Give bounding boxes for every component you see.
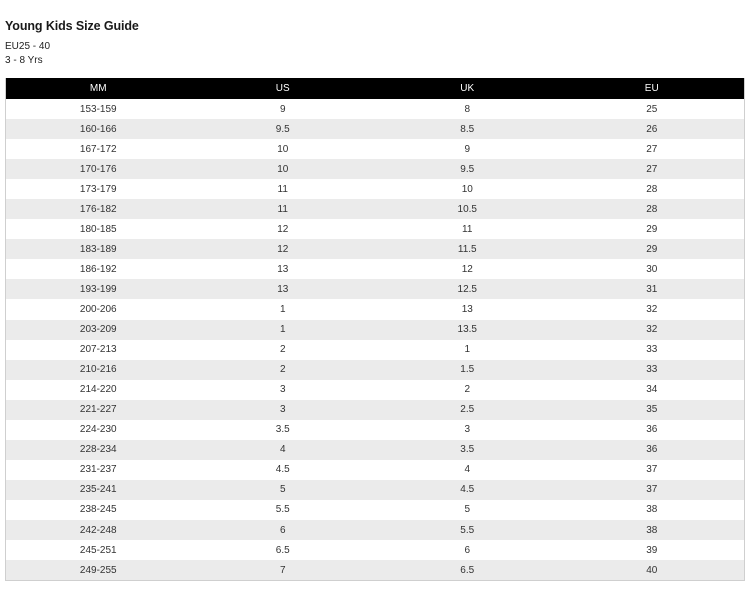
cell-us: 4 (279, 444, 286, 456)
cell-mm: 200-206 (79, 303, 117, 315)
cell-us: 12 (277, 223, 289, 235)
cell-mm: 160-166 (79, 123, 117, 135)
table-row (6, 340, 744, 360)
table-row (6, 380, 744, 400)
cell-uk: 5 (464, 504, 471, 516)
size-range-label: EU25 - 40 (5, 41, 51, 52)
cell-mm: 207-213 (79, 344, 117, 356)
cell-mm: 221-227 (79, 404, 117, 416)
cell-mm: 183-189 (79, 243, 117, 255)
cell-eu: 26 (646, 123, 658, 135)
header-mm: MM (89, 83, 107, 94)
cell-us: 11 (277, 183, 288, 195)
cell-us: 11 (277, 203, 288, 215)
table-row (6, 219, 744, 239)
cell-uk: 8 (464, 103, 471, 115)
cell-uk: 3.5 (460, 444, 475, 456)
cell-mm: 186-192 (79, 263, 117, 275)
cell-uk: 11.5 (457, 243, 477, 255)
table-row (6, 239, 744, 259)
cell-eu: 36 (646, 444, 658, 456)
cell-eu: 35 (646, 404, 658, 416)
cell-eu: 39 (646, 544, 658, 556)
cell-uk: 9.5 (460, 163, 475, 175)
header-us: US (275, 83, 290, 94)
cell-eu: 29 (646, 223, 658, 235)
cell-mm: 238-245 (79, 504, 117, 516)
table-row (6, 259, 744, 279)
table-row (6, 520, 744, 540)
table-row (6, 460, 744, 480)
cell-uk: 4.5 (460, 484, 475, 496)
cell-uk: 10 (461, 183, 473, 195)
cell-us: 9 (279, 103, 286, 115)
cell-eu: 32 (646, 324, 658, 336)
cell-eu: 40 (646, 564, 658, 576)
cell-us: 1 (279, 303, 286, 315)
cell-uk: 3 (464, 424, 471, 436)
cell-uk: 9 (464, 143, 471, 155)
cell-eu: 27 (646, 143, 658, 155)
cell-us: 10 (277, 143, 289, 155)
cell-uk: 5.5 (460, 524, 475, 536)
cell-mm: 228-234 (79, 444, 117, 456)
table-row (6, 119, 744, 139)
table-row (6, 360, 744, 380)
cell-uk: 12 (461, 263, 473, 275)
cell-us: 4.5 (275, 464, 290, 476)
cell-uk: 6.5 (460, 564, 475, 576)
cell-eu: 38 (646, 504, 658, 516)
cell-mm: 231-237 (79, 464, 117, 476)
cell-us: 5 (279, 484, 286, 496)
table-row (6, 440, 744, 460)
cell-eu: 36 (646, 424, 658, 436)
cell-mm: 224-230 (79, 424, 117, 436)
cell-mm: 153-159 (79, 103, 117, 115)
cell-mm: 180-185 (79, 223, 117, 235)
cell-us: 2 (279, 344, 286, 356)
cell-us: 12 (277, 243, 289, 255)
size-table (6, 78, 744, 580)
cell-uk: 12.5 (457, 283, 477, 295)
table-row (6, 320, 744, 340)
cell-eu: 25 (646, 103, 658, 115)
cell-us: 1 (279, 324, 286, 336)
cell-us: 3.5 (275, 424, 290, 436)
cell-uk: 8.5 (460, 123, 475, 135)
table-row (6, 420, 744, 440)
age-range-label: 3 - 8 Yrs (5, 55, 43, 66)
table-row (6, 299, 744, 319)
cell-us: 13 (277, 283, 289, 295)
cell-eu: 29 (646, 243, 658, 255)
cell-mm: 242-248 (79, 524, 117, 536)
cell-eu: 38 (646, 524, 658, 536)
cell-mm: 193-199 (79, 283, 117, 295)
table-row (6, 500, 744, 520)
cell-eu: 37 (646, 484, 658, 496)
table-row (6, 400, 744, 420)
cell-mm: 210-216 (79, 364, 117, 376)
cell-mm: 173-179 (79, 183, 117, 195)
cell-us: 10 (277, 163, 289, 175)
cell-us: 3 (279, 384, 286, 396)
header-uk: UK (460, 83, 475, 94)
table-row (6, 179, 744, 199)
cell-uk: 1 (464, 344, 471, 356)
cell-uk: 2.5 (460, 404, 475, 416)
cell-us: 13 (277, 263, 289, 275)
cell-eu: 32 (646, 303, 658, 315)
table-row (6, 279, 744, 299)
cell-uk: 13.5 (457, 324, 477, 336)
cell-mm: 214-220 (79, 384, 117, 396)
cell-uk: 2 (464, 384, 471, 396)
cell-eu: 31 (646, 283, 658, 295)
table-row (6, 560, 744, 580)
table-body (6, 99, 744, 580)
cell-eu: 33 (646, 344, 658, 356)
cell-eu: 37 (646, 464, 658, 476)
cell-us: 2 (279, 364, 286, 376)
cell-us: 6 (279, 524, 286, 536)
cell-uk: 1.5 (460, 364, 475, 376)
cell-eu: 34 (646, 384, 658, 396)
cell-us: 3 (279, 404, 286, 416)
cell-uk: 11 (462, 223, 473, 235)
table-row (6, 159, 744, 179)
table-row (6, 480, 744, 500)
cell-mm: 167-172 (79, 143, 117, 155)
cell-us: 7 (279, 564, 286, 576)
cell-mm: 235-241 (79, 484, 117, 496)
cell-uk: 4 (464, 464, 471, 476)
cell-eu: 33 (646, 364, 658, 376)
table-header-row (6, 78, 744, 99)
cell-eu: 27 (646, 163, 658, 175)
cell-eu: 28 (646, 203, 658, 215)
cell-mm: 245-251 (79, 544, 117, 556)
cell-mm: 203-209 (79, 324, 117, 336)
cell-eu: 28 (646, 183, 658, 195)
header-eu: EU (644, 83, 659, 94)
cell-uk: 6 (464, 544, 471, 556)
size-table-container (5, 78, 745, 581)
table-row (6, 540, 744, 560)
cell-mm: 176-182 (79, 203, 117, 215)
cell-uk: 13 (461, 303, 473, 315)
table-row (6, 99, 744, 119)
cell-eu: 30 (646, 263, 658, 275)
cell-mm: 249-255 (79, 564, 117, 576)
table-row (6, 199, 744, 219)
table-row (6, 139, 744, 159)
cell-uk: 10.5 (457, 203, 477, 215)
cell-us: 6.5 (275, 544, 290, 556)
cell-us: 5.5 (275, 504, 290, 516)
page-title: Young Kids Size Guide (5, 19, 139, 33)
cell-us: 9.5 (275, 123, 290, 135)
cell-mm: 170-176 (79, 163, 117, 175)
